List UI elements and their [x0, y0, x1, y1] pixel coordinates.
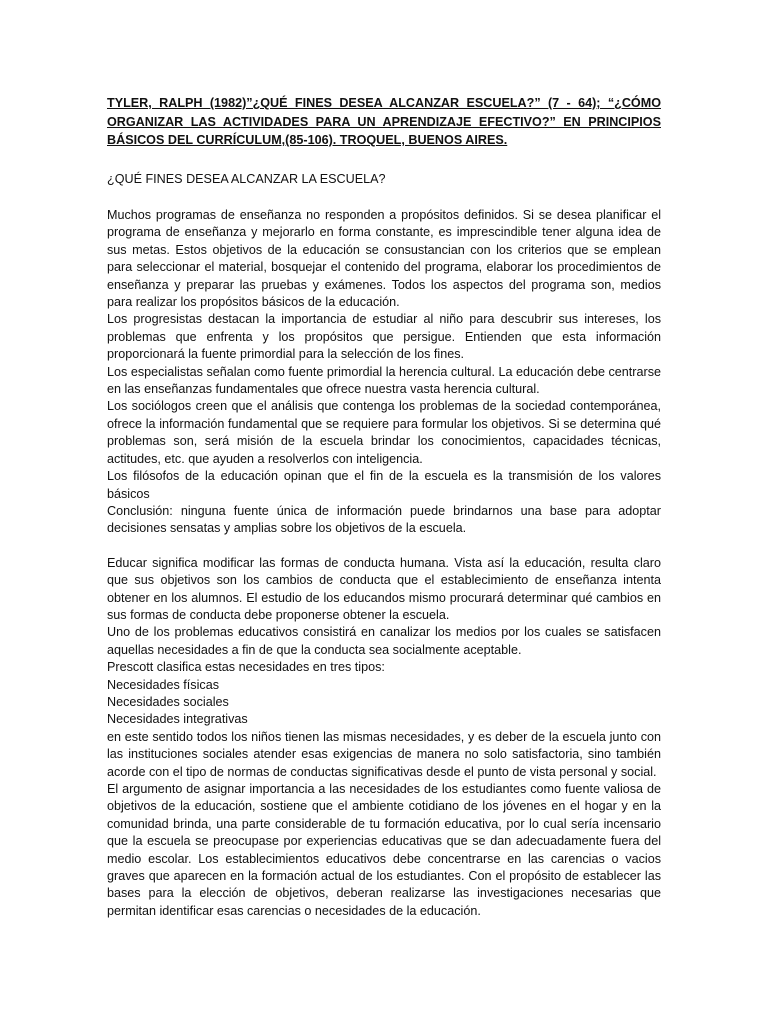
paragraph: Los especialistas señalan como fuente primordial la herencia cultural. La educación debe centrarse en las enseñanzas fundamentales que ofrece nuestra vasta herencia cultural.: [107, 364, 661, 397]
paragraph: Muchos programas de enseñanza no responden a propósitos definidos. Si se desea planificar el programa de enseñanza y mejorarlo en forma constante, es imprescindible tener alguna idea de sus metas. Estos objetivos de la educación se consustancian con los criterios que se emplean para seleccionar el material, bosquejar el contenido del programa, elaborar los procedimientos de enseñanza y preparar las pruebas y exámenes. Todos los aspectos del programa son, medios para realizar los propósitos básicos de la educación.: [107, 208, 661, 310]
paragraph: Educar significa modificar las formas de conducta humana. Vista así la educación, resulta claro que sus objetivos son los cambios de conducta que el establecimiento de enseñanza intenta obtener en los alumnos. El estudio de los educandos mismo procurará determinar qué cambios en sus formas de conducta debe proponerse obtener la escuela.: [107, 555, 661, 622]
spacer: [107, 538, 661, 555]
spacer: [107, 188, 661, 207]
paragraph: Conclusión: ninguna fuente única de información puede brindarnos una base para adoptar decisiones sensatas y amplias sobre los objetivos de la escuela.: [107, 503, 661, 536]
needs-item: Necesidades sociales: [107, 694, 229, 709]
paragraph: Los sociólogos creen que el análisis que contenga los problemas de la sociedad contemporánea, ofrece la información fundamental que se requiere para formular los objetivos. Si se determina qué problemas son, será misión de la escuela brindar los conocimientos, capacidades técnicas, actitudes, etc. que ayuden a resolverlos con inteligencia.: [107, 399, 661, 466]
section-title: ¿QUÉ FINES DESEA ALCANZAR LA ESCUELA?: [107, 171, 386, 186]
paragraph: Uno de los problemas educativos consistirá en canalizar los medios por los cuales se satisfacen aquellas necesidades a fin de que la conducta sea socialmente aceptable.: [107, 625, 661, 657]
paragraph: Prescott clasifica estas necesidades en tres tipos:: [107, 660, 385, 675]
paragraph: Los progresistas destacan la importancia de estudiar al niño para descubrir sus intereses, los problemas que enfrenta y los propósitos que persigue. Entienden que esta información proporcionará la fuente primordial para la selección de los fines.: [107, 312, 661, 362]
needs-item: Necesidades integrativas: [107, 712, 248, 727]
paragraph: El argumento de asignar importancia a las necesidades de los estudiantes como fuente valiosa de objetivos de la educación, sostiene que el ambiente cotidiano de los jóvenes en el hogar y en la comunidad brinda, una parte considerable de tu formación educativa, por lo cual sería incensario que la escuela se preocupase por experiencias educativas que se dan adecuadamente fuera del medio escolar. Los establecimientos educativos debe concentrarse en las carencias o vacios graves que aparecen en la formación actual de los estudiantes. Con el propósito de establecer las bases para la elección de objetivos, deberan realizarse las investigaciones necesarias que permitan identificar esas carencias o necesidades de la educación.: [107, 782, 661, 918]
citation-heading: TYLER, RALPH (1982)”¿QUÉ FINES DESEA ALCANZAR ESCUELA?” (7 - 64); “¿CÓMO ORGANIZAR LAS ACTIVIDADES PARA UN APRENDIZAJE EFECTIVO?” EN PRINCIPIOS BÁSICOS DEL CURRÍCULUM,(85-106). TROQUEL, BUENOS AIRES.: [107, 96, 661, 147]
paragraph: en este sentido todos los niños tienen las mismas necesidades, y es deber de la escuela junto con las instituciones sociales atender esas exigencias de manera no solo satisfactoria, sino también acorde con el tipo de normas de conductas significativas desde el punto de vista personal y social.: [107, 729, 661, 779]
needs-item: Necesidades físicas: [107, 677, 219, 692]
paragraph: Los filósofos de la educación opinan que el fin de la escuela es la transmisión de los valores básicos: [107, 469, 661, 501]
